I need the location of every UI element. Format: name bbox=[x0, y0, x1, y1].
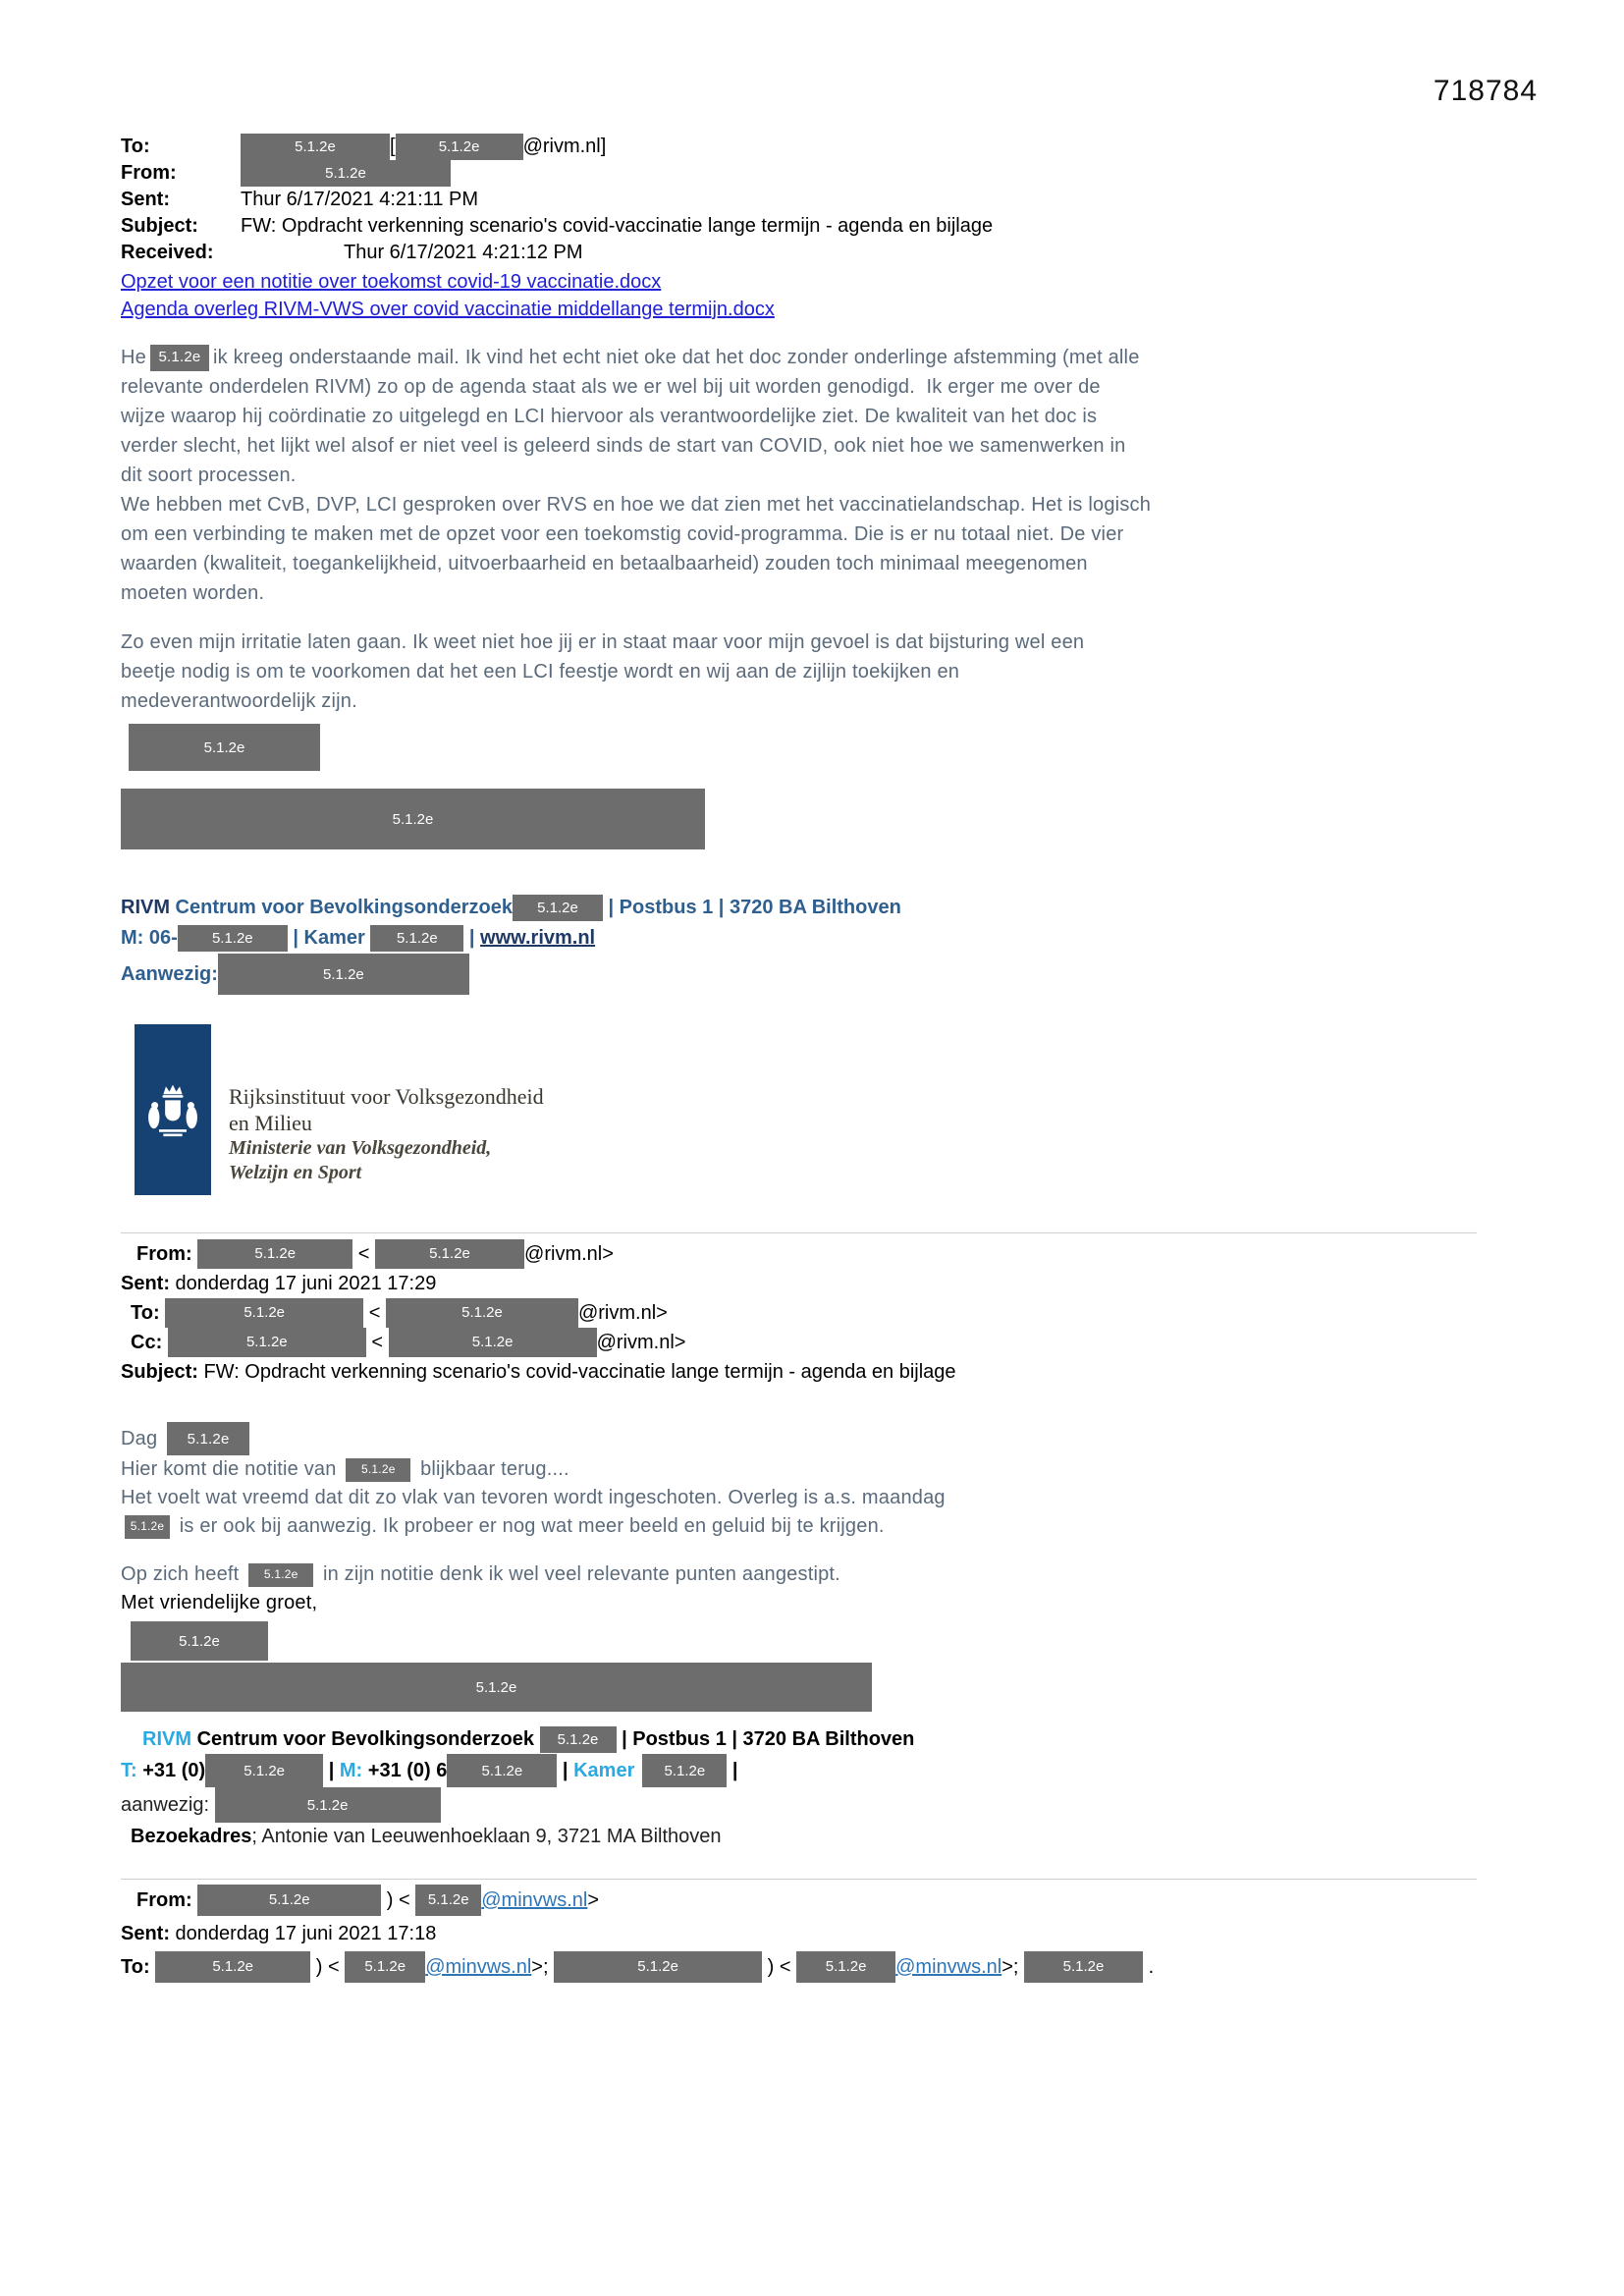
text-line bbox=[121, 1512, 1477, 1541]
text-line bbox=[121, 343, 1477, 372]
text-line bbox=[121, 954, 1477, 995]
text-segment: He bbox=[121, 347, 146, 368]
redaction-chip: 5.1.2e bbox=[197, 1239, 352, 1269]
text-segment: ik kreeg onderstaande mail. Ik vind het echt niet oke dat het doc zonder onderlinge afstemming (met alle bbox=[212, 347, 1140, 368]
text-segment: Centrum voor Bevolkingsonderzoek bbox=[170, 897, 513, 918]
redaction-chip: 5.1.2e bbox=[370, 925, 463, 952]
to-value bbox=[165, 1298, 668, 1328]
text-segment: FW: Opdracht verkenning scenario's covid-vaccinatie lange termijn - agenda en bijlage bbox=[241, 215, 994, 237]
subject-label: Subject: bbox=[121, 1361, 198, 1383]
text-line bbox=[121, 628, 1477, 657]
text-segment: Thur 6/17/2021 4:21:12 PM bbox=[344, 242, 583, 263]
text-segment: ; Antonie van Leeuwenhoeklaan 9, 3721 MA Bilthoven bbox=[251, 1826, 722, 1847]
redaction-chip: 5.1.2e bbox=[346, 1458, 410, 1482]
logo-institute-line: en Milieu bbox=[229, 1111, 312, 1135]
redaction-block: 5.1.2e bbox=[129, 724, 320, 771]
inline-link[interactable]: @minvws.nl bbox=[481, 1889, 588, 1911]
text-line bbox=[121, 372, 1477, 402]
inline-link[interactable]: Kamer bbox=[573, 1759, 635, 1781]
redaction-chip: 5.1.2e bbox=[241, 160, 451, 187]
redaction-chip: 5.1.2e bbox=[168, 1328, 366, 1357]
text-line bbox=[121, 1725, 1477, 1754]
redaction-chip: 5.1.2e bbox=[642, 1754, 727, 1787]
text-segment: Aanwezig: bbox=[121, 962, 218, 985]
email2-cc-row bbox=[121, 1328, 1477, 1357]
text-segment: is er ook bij aanwezig. Ik probeer er nog wat meer beeld en geluid bij te krijgen. bbox=[174, 1515, 885, 1537]
redaction-chip: 5.1.2e bbox=[215, 1787, 441, 1823]
email1-subject-row bbox=[121, 213, 1477, 240]
to-value bbox=[155, 1950, 1154, 1984]
text-segment: | bbox=[323, 1759, 340, 1781]
redaction-chip: 5.1.2e bbox=[540, 1726, 617, 1753]
text-segment: +31 (0) bbox=[136, 1759, 206, 1781]
redaction-chip: 5.1.2e bbox=[345, 1951, 425, 1983]
text-line bbox=[121, 1787, 1477, 1823]
text-line bbox=[121, 431, 1477, 461]
redaction-chip: 5.1.2e bbox=[241, 134, 390, 160]
text-line bbox=[121, 549, 1477, 578]
redaction-block: 5.1.2e bbox=[131, 1621, 268, 1661]
text-line bbox=[121, 1422, 1477, 1455]
subject-value bbox=[198, 1357, 956, 1387]
redaction-chip: 5.1.2e bbox=[218, 954, 469, 995]
redaction-chip: 5.1.2e bbox=[197, 1885, 381, 1916]
text-segment: < bbox=[363, 1302, 386, 1324]
text-line bbox=[121, 1823, 1477, 1851]
email2-from-row bbox=[121, 1239, 1477, 1269]
blank-line bbox=[121, 608, 1477, 628]
redaction-chip: 5.1.2e bbox=[554, 1951, 762, 1983]
signature-rivm-1 bbox=[121, 893, 1477, 995]
text-segment: >; bbox=[1001, 1956, 1025, 1978]
received-value bbox=[241, 240, 583, 266]
text-segment: blijkbaar terug.... bbox=[414, 1458, 569, 1480]
text-segment: donderdag 17 juni 2021 17:18 bbox=[170, 1923, 437, 1944]
text-line bbox=[121, 578, 1477, 608]
to-label: To: bbox=[121, 1956, 150, 1978]
text-segment: donderdag 17 juni 2021 17:29 bbox=[170, 1273, 437, 1294]
logo-text bbox=[229, 1024, 544, 1195]
redaction-chip: 5.1.2e bbox=[150, 345, 209, 371]
text-segment: aanwezig: bbox=[121, 1793, 215, 1816]
sent-label: Sent: bbox=[121, 1923, 170, 1944]
redaction-chip: 5.1.2e bbox=[386, 1298, 578, 1328]
sent-value bbox=[170, 1917, 436, 1950]
redaction-block: 5.1.2e bbox=[121, 1663, 872, 1712]
text-segment: We hebben met CvB, DVP, LCI gesproken over RVS en hoe we dat zien met het vaccinatielandschap. Het is logisch bbox=[121, 494, 1152, 516]
email3-header bbox=[121, 1884, 1477, 1984]
text-segment: | Postbus 1 | 3720 BA Bilthoven bbox=[616, 1728, 915, 1750]
inline-link[interactable]: www.rivm.nl bbox=[480, 927, 596, 949]
text-segment: @rivm.nl] bbox=[522, 136, 607, 157]
text-line bbox=[121, 461, 1477, 490]
subject-label: Subject: bbox=[121, 215, 198, 237]
received-label: Received: bbox=[121, 242, 214, 263]
from-label: From: bbox=[136, 1889, 192, 1911]
divider bbox=[121, 1879, 1477, 1880]
redaction-chip: 5.1.2e bbox=[125, 1515, 170, 1539]
attachment-link[interactable]: Agenda overleg RIVM-VWS over covid vaccinatie middellange termijn.docx bbox=[121, 299, 775, 320]
text-segment: < bbox=[365, 1332, 389, 1353]
inline-link[interactable]: RIVM bbox=[142, 1728, 197, 1750]
text-segment: | Kamer bbox=[287, 927, 371, 949]
attachment-list bbox=[121, 268, 1477, 323]
text-segment: @rivm.nl> bbox=[596, 1332, 686, 1353]
inline-link[interactable]: @minvws.nl bbox=[425, 1956, 532, 1978]
from-value bbox=[241, 160, 451, 187]
text-segment: @rivm.nl> bbox=[577, 1302, 668, 1324]
text-segment: om een verbinding te maken met de opzet voor een toekomstig covid-programma. Die is er nu totaal niet. De vier bbox=[121, 523, 1124, 545]
redaction-chip: 5.1.2e bbox=[248, 1563, 313, 1587]
sent-value bbox=[170, 1269, 436, 1298]
text-segment: waarden (kwaliteit, toegankelijkheid, uitvoerbaarheid en betaalbaarheid) zouden toch minimaal meegenomen bbox=[121, 553, 1088, 574]
inline-link[interactable]: T: bbox=[121, 1759, 137, 1781]
email1-body bbox=[121, 343, 1477, 716]
text-segment: ) < bbox=[310, 1956, 346, 1978]
text-segment: [ bbox=[390, 136, 396, 157]
divider bbox=[121, 1232, 1477, 1233]
logo-blue-bar bbox=[135, 1024, 211, 1195]
email1-received-row bbox=[121, 240, 1477, 266]
text-segment: Het voelt wat vreemd dat dit zo vlak van tevoren wordt ingeschoten. Overleg is a.s. maandag bbox=[121, 1487, 946, 1508]
text-segment: Zo even mijn irritatie laten gaan. Ik weet niet hoe jij er in staat maar voor mijn gevoel is dat bijsturing wel een bbox=[121, 631, 1085, 653]
text-segment: Hier komt die notitie van bbox=[121, 1458, 343, 1480]
redaction-chip: 5.1.2e bbox=[389, 1328, 597, 1357]
redaction-chip: 5.1.2e bbox=[165, 1298, 363, 1328]
text-line bbox=[121, 490, 1477, 519]
text-line bbox=[121, 1560, 1477, 1589]
text-segment: | bbox=[463, 927, 481, 949]
rivm-logo bbox=[135, 1024, 1477, 1195]
text-segment: Dag bbox=[121, 1427, 164, 1449]
text-segment: ) < bbox=[381, 1889, 416, 1911]
subject-value bbox=[241, 213, 993, 240]
attachment-link[interactable]: Opzet voor een notitie over toekomst covid-19 vaccinatie.docx bbox=[121, 271, 662, 293]
email1-redaction-blocks bbox=[121, 724, 1477, 849]
text-segment: moeten worden. bbox=[121, 582, 265, 604]
page-content bbox=[0, 134, 1624, 1984]
redaction-chip: 5.1.2e bbox=[167, 1422, 249, 1455]
text-segment: +31 (0) 6 bbox=[362, 1759, 448, 1781]
text-segment: Op zich heeft bbox=[121, 1563, 245, 1585]
text-segment: | bbox=[557, 1759, 574, 1781]
text-segment: medeverantwoordelijk zijn. bbox=[121, 690, 357, 712]
inline-link[interactable]: M: bbox=[339, 1759, 363, 1781]
signature-rivm-2 bbox=[121, 1725, 1477, 1851]
text-segment: in zijn notitie denk ik wel veel relevante punten aangestipt. bbox=[317, 1563, 840, 1585]
text-line bbox=[121, 1455, 1477, 1484]
text-segment: Bezoekadres bbox=[131, 1826, 252, 1847]
email2-sent-row bbox=[121, 1269, 1477, 1298]
sent-value bbox=[241, 187, 478, 213]
redaction-chip: 5.1.2e bbox=[447, 1754, 557, 1787]
text-segment: > bbox=[587, 1889, 600, 1911]
email3-from-row bbox=[121, 1884, 1477, 1917]
text-line bbox=[121, 402, 1477, 431]
redaction-chip: 5.1.2e bbox=[155, 1951, 310, 1983]
from-value bbox=[197, 1239, 614, 1269]
text-line bbox=[121, 923, 1477, 954]
redaction-chip: 5.1.2e bbox=[1024, 1951, 1143, 1983]
cc-value bbox=[168, 1328, 686, 1357]
text-segment: beetje nodig is om te voorkomen dat het een LCI feestje wordt en wij aan de zijlijn toekijken en bbox=[121, 661, 960, 683]
to-value bbox=[241, 134, 606, 160]
government-crest-icon bbox=[145, 1078, 200, 1141]
text-segment: Centrum voor Bevolkingsonderzoek bbox=[196, 1728, 540, 1750]
logo-ministry-line: Welzijn en Sport bbox=[229, 1162, 362, 1183]
logo-institute-line: Rijksinstituut voor Volksgezondheid bbox=[229, 1084, 544, 1109]
to-label: To: bbox=[131, 1302, 160, 1324]
text-line bbox=[121, 1589, 1477, 1617]
text-line bbox=[121, 519, 1477, 549]
text-segment: FW: Opdracht verkenning scenario's covid-vaccinatie lange termijn - agenda en bijlage bbox=[197, 1361, 956, 1383]
cc-label: Cc: bbox=[131, 1332, 163, 1353]
text-line bbox=[121, 657, 1477, 686]
logo-ministry-line: Ministerie van Volksgezondheid, bbox=[229, 1137, 492, 1159]
sent-label: Sent: bbox=[121, 189, 170, 210]
text-segment: Met vriendelijke groet, bbox=[121, 1592, 318, 1613]
text-segment: | Postbus 1 | 3720 BA Bilthoven bbox=[602, 897, 901, 918]
redaction-block: 5.1.2e bbox=[121, 789, 705, 849]
email1-to-row bbox=[121, 134, 1477, 160]
email3-to-row bbox=[121, 1950, 1477, 1984]
text-segment: M: 06- bbox=[121, 927, 178, 949]
email2-subject-row bbox=[121, 1357, 1477, 1387]
email2-redaction-blocks bbox=[121, 1621, 1477, 1712]
text-segment: < bbox=[352, 1243, 376, 1265]
redaction-chip: 5.1.2e bbox=[796, 1951, 895, 1983]
document-number: 718784 bbox=[1433, 75, 1538, 107]
to-label: To: bbox=[121, 136, 150, 157]
text-segment: @rivm.nl> bbox=[524, 1243, 614, 1265]
redaction-chip: 5.1.2e bbox=[178, 925, 288, 952]
from-label: From: bbox=[136, 1243, 192, 1265]
email1-from-row bbox=[121, 160, 1477, 187]
text-segment: relevante onderdelen RIVM) zo op de agenda staat als we er wel bij uit worden genodigd. Ik erger me over de bbox=[121, 376, 1101, 398]
inline-link[interactable]: @minvws.nl bbox=[895, 1956, 1002, 1978]
email1-header bbox=[121, 134, 1477, 266]
redaction-chip: 5.1.2e bbox=[375, 1239, 524, 1269]
text-segment: | bbox=[727, 1759, 738, 1781]
redaction-chip: 5.1.2e bbox=[415, 1885, 481, 1916]
email2-body bbox=[121, 1422, 1477, 1617]
text-segment: . bbox=[1143, 1956, 1155, 1978]
email2-header bbox=[121, 1239, 1477, 1387]
text-segment: Thur 6/17/2021 4:21:11 PM bbox=[241, 189, 479, 210]
sent-label: Sent: bbox=[121, 1273, 170, 1294]
redaction-chip: 5.1.2e bbox=[396, 134, 523, 160]
text-line bbox=[121, 686, 1477, 716]
email3-sent-row bbox=[121, 1917, 1477, 1950]
text-line bbox=[121, 893, 1477, 923]
text-segment: wijze waarop hij coördinatie zo uitgelegd en LCI hiervoor als verantwoordelijke ziet. De kwaliteit van het doc is bbox=[121, 406, 1098, 427]
text-segment: >; bbox=[531, 1956, 555, 1978]
redaction-chip: 5.1.2e bbox=[205, 1754, 323, 1787]
text-segment: dit soort processen. bbox=[121, 465, 297, 486]
from-value bbox=[197, 1884, 599, 1917]
email2-to-row bbox=[121, 1298, 1477, 1328]
text-line bbox=[121, 1754, 1477, 1787]
blank-line bbox=[121, 1541, 1477, 1560]
text-segment: verder slecht, het lijkt wel alsof er niet veel is geleerd sinds de start van COVID, ook niet hoe we samenwerken in bbox=[121, 435, 1126, 457]
text-segment: RIVM bbox=[121, 897, 170, 918]
text-line bbox=[121, 1484, 1477, 1512]
from-label: From: bbox=[121, 162, 177, 184]
text-segment: ) < bbox=[762, 1956, 797, 1978]
email1-sent-row bbox=[121, 187, 1477, 213]
redaction-chip: 5.1.2e bbox=[513, 895, 603, 921]
